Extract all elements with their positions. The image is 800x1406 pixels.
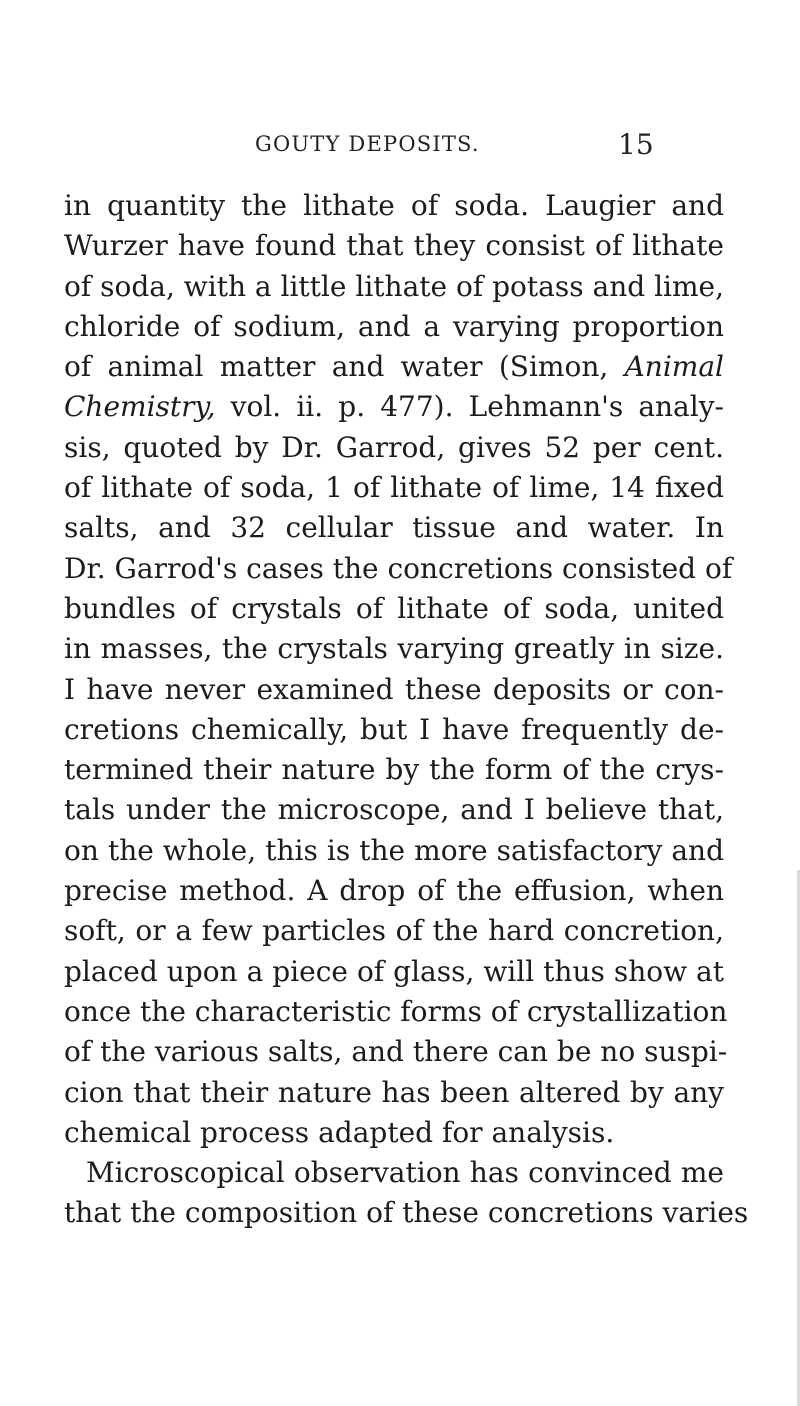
- text-line: that the composition of these concretions varies: [64, 1196, 749, 1230]
- text-line: termined their nature by the form of the crys-: [64, 753, 724, 787]
- book-title-italic: Chemistry,: [64, 390, 216, 424]
- text-line: on the whole, this is the more satisfactory and: [64, 833, 724, 867]
- text-line: sis, quoted by Dr. Garrod, gives 52 per cent.: [64, 430, 724, 464]
- text-line: bundles of crystals of lithate of soda, united: [64, 591, 724, 625]
- text-line: of the various salts, and there can be no suspi-: [64, 1035, 728, 1069]
- text-line: placed upon a piece of glass, will thus show at: [64, 954, 724, 988]
- text-line: chemical process adapted for analysis.: [64, 1115, 615, 1149]
- page-header: [0, 128, 800, 168]
- book-title-italic: Animal: [624, 350, 724, 384]
- running-head: GOUTY DEPOSITS.: [255, 132, 480, 156]
- text-line: cion that their nature has been altered by any: [64, 1075, 724, 1109]
- text-line: cretions chemically, but I have frequently de-: [64, 712, 724, 746]
- line-text-segment: vol. ii. p. 477). Lehmann's analy-: [215, 390, 724, 424]
- text-line: in quantity the lithate of soda. Laugier and: [64, 189, 724, 222]
- text-line: chloride of sodium, and a varying proportion: [64, 309, 724, 343]
- text-line: I have never examined these deposits or con-: [64, 672, 724, 706]
- text-line: salts, and 32 cellular tissue and water. In: [64, 511, 724, 545]
- text-line: of soda, with a little lithate of potass and lime,: [64, 269, 724, 303]
- line-text-segment: of animal matter and water (Simon,: [64, 350, 625, 384]
- text-line: once the characteristic forms of crystallization: [64, 994, 728, 1028]
- text-line: soft, or a few particles of the hard concretion,: [64, 914, 724, 948]
- text-line: tals under the microscope, and I believe that,: [64, 793, 724, 827]
- body-text: [64, 186, 749, 1234]
- page-number: 15: [618, 128, 654, 161]
- text-line: in masses, the crystals varying greatly in size.: [64, 632, 724, 666]
- text-line: Wurzer have found that they consist of lithate: [64, 229, 724, 263]
- text-line-with-italic: [64, 387, 724, 427]
- text-line: Dr. Garrod's cases the concretions consisted of: [64, 551, 733, 585]
- text-line: of lithate of soda, 1 of lithate of lime, 14 fixed: [64, 471, 724, 505]
- text-line: Microscopical observation has convinced me: [86, 1156, 724, 1190]
- text-line: precise method. A drop of the effusion, when: [64, 874, 724, 908]
- text-line-with-italic: [64, 347, 724, 387]
